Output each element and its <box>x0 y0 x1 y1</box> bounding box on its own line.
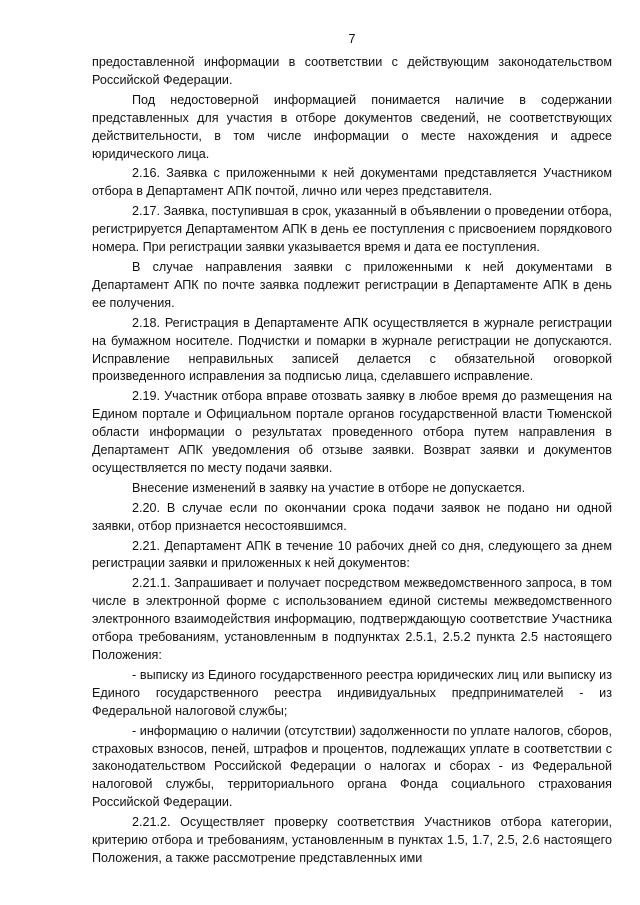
paragraph-2-21-2: 2.21.2. Осуществляет проверку соответствия Участников отбора категории, критерию отбора и требованиям, установленным в пунктах 1.5, 1.7, 2.5, 2.6 настоящего Положения, а также рассмотрение представленных ими <box>92 815 612 865</box>
paragraph-definition: Под недостоверной информацией понимается наличие в содержании представленных для участия в отборе документов сведений, не соответствующих действительности, в том числе информации о месте нахождения и адресе юридического лица. <box>92 92 612 161</box>
list-item-tax-debt: - информацию о наличии (отсутствии) задолженности по уплате налогов, сборов, страховых взносов, пеней, штрафов и процентов, подлежащих уплате в соответствии с законодательством Российской Федерации о налогах и сборах - из Федеральной налоговой службы, территориального органа Фонда социального страхования Российской Федерации. <box>92 723 612 810</box>
paragraph-2-20: 2.20. В случае если по окончании срока подачи заявок не подано ни одной заявки, отбор признается несостоявшимся. <box>92 500 612 533</box>
paragraph-2-18: 2.18. Регистрация в Департаменте АПК осуществляется в журнале регистрации на бумажном носителе. Подчистки и помарки в журнале регистрации не допускаются. Исправление неправильных записей делается с обязательной оговоркой произведенного исправления за подписью лица, сделавшего исправление. <box>92 315 612 384</box>
paragraph-2-17-mail: В случае направления заявки с приложенными к ней документами в Департамент АПК по почте заявка подлежит регистрации в Департаменте АПК в день ее получения. <box>92 259 612 310</box>
document-page <box>92 24 612 870</box>
page-number: 7 <box>348 32 356 46</box>
paragraph-2-21-1: 2.21.1. Запрашивает и получает посредством межведомственного запроса, в том числе в электронной форме с использованием единой системы межведомственного электронного взаимодействия информацию, подтверждающую соответствие Участника отбора требованиям, установленным в подпунктах 2.5.1, 2.5.2 пункта 2.5 настоящего Положения: <box>92 576 612 662</box>
paragraph-2-16: 2.16. Заявка с приложенными к ней документами представляется Участником отбора в Департамент АПК почтой, лично или через представителя. <box>92 166 612 199</box>
paragraph-2-21: 2.21. Департамент АПК в течение 10 рабочих дней со дня, следующего за днем регистрации заявки и приложенных к ней документов: <box>92 538 612 571</box>
paragraph-2-19: 2.19. Участник отбора вправе отозвать заявку в любое время до размещения на Едином портале и Официальном портале органов государственной власти Тюменской области информации о результатах проведенного отбора путем направления в Департамент АПК уведомления об отзыве заявки. Возврат заявки и документов осуществляется по месту подачи заявки. <box>92 389 612 475</box>
paragraph-2-17: 2.17. Заявка, поступившая в срок, указанный в объявлении о проведении отбора, регистрируется Департаментом АПК в день ее поступления с присвоением порядкового номера. При регистрации заявки указывается время и дата ее поступления. <box>92 204 612 255</box>
list-item-egrul: - выписку из Единого государственного реестра юридических лиц или выписку из Единого государственного реестра индивидуальных предпринимателей - из Федеральной налоговой службы; <box>92 667 612 718</box>
paragraph-2-19-changes: Внесение изменений в заявку на участие в отборе не допускается. <box>132 480 526 495</box>
paragraph-continuation: предоставленной информации в соответствии с действующим законодательством Российской Федерации. <box>92 55 612 87</box>
